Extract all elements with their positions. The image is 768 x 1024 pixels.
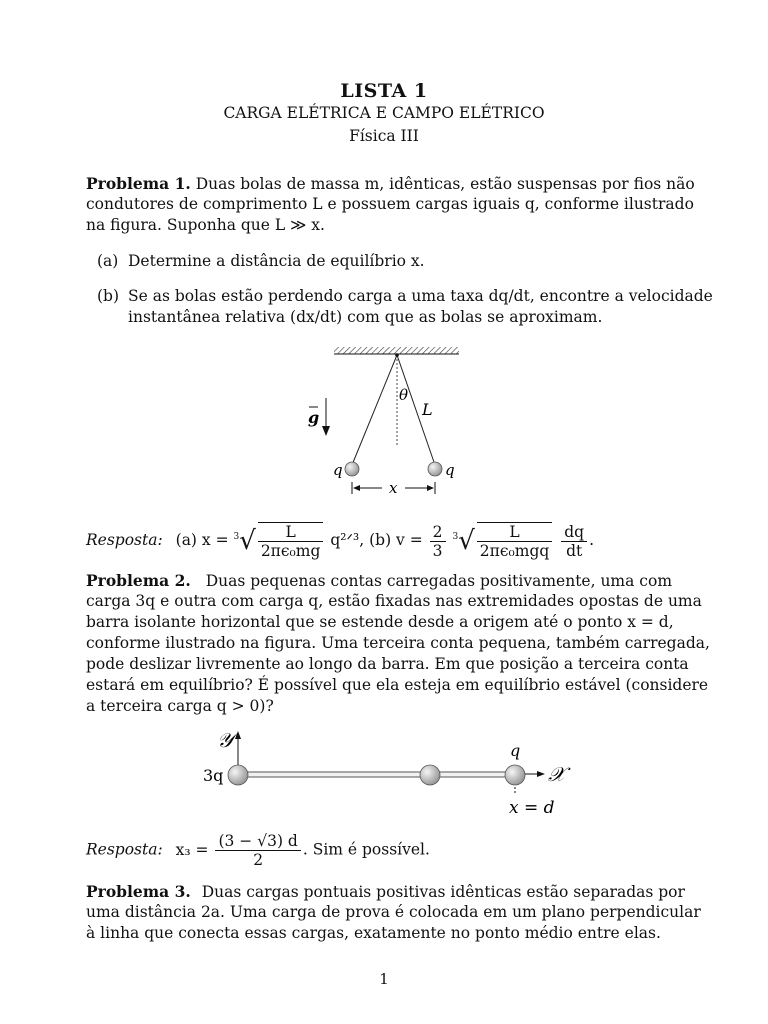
problem1-heading: Problema 1. bbox=[86, 174, 191, 193]
problem2-text-line7: a terceira carga q > 0)? bbox=[86, 697, 274, 715]
page-subtitle: CARGA ELÉTRICA E CAMPO ELÉTRICO bbox=[223, 104, 545, 122]
page-number: 1 bbox=[379, 970, 389, 988]
problem2-answer bbox=[86, 832, 430, 869]
problem2-line1 bbox=[86, 570, 672, 592]
problem2-text-line1: Duas pequenas contas carregadas positivamente, uma com bbox=[205, 572, 673, 590]
answer-tail: . Sim é possível. bbox=[302, 840, 430, 859]
left-charge-label: 3q bbox=[203, 766, 224, 785]
insulating-bar bbox=[238, 772, 515, 777]
problem1-item-a bbox=[0, 251, 768, 273]
theta-label: θ bbox=[399, 386, 409, 404]
answer-b-coef: $\frac{2}{3}$ bbox=[430, 523, 446, 560]
cube-root-b: $^3$√ $\frac{L}{\text{2πϵ₀mgq}}$ bbox=[452, 522, 554, 560]
length-label: L bbox=[422, 400, 433, 419]
answer-b-rate: $\frac{dq}{dt}$ bbox=[561, 523, 587, 560]
problem3-text-line2: uma distância 2a. Uma carga de prova é colocada em um plano perpendicular bbox=[86, 903, 701, 921]
pendulum-figure bbox=[300, 340, 480, 500]
item-text: instantânea relativa (dx/dt) com que as bolas se aproximam. bbox=[128, 308, 603, 326]
item-label: (b) bbox=[97, 287, 120, 305]
cube-root-a: $^3$√ $\frac{L}{\text{2πϵ₀mg}}$ bbox=[234, 522, 326, 560]
answer-a-label: (a) x = bbox=[175, 531, 229, 549]
item-text: Se as bolas estão perdendo carga a uma taxa dq/dt, encontre a velocidade bbox=[128, 287, 713, 305]
left-ball bbox=[345, 462, 359, 476]
right-ball bbox=[428, 462, 442, 476]
x-axis-label: 𝒳 bbox=[548, 762, 566, 786]
answer-denominator: 2 bbox=[253, 851, 264, 869]
right-charge-label: q bbox=[510, 741, 521, 760]
answer-b-denominator: 2πϵ₀mgq bbox=[479, 542, 550, 560]
distance-label: x bbox=[389, 479, 398, 497]
gravity-label: g bbox=[308, 408, 320, 427]
y-axis-label: 𝒴 bbox=[217, 728, 233, 752]
page-title: LISTA 1 bbox=[340, 80, 428, 102]
middle-bead bbox=[420, 765, 440, 785]
problem2-text-line5: pode deslizar livremente ao longo da barra. Em que posição a terceira conta bbox=[86, 655, 689, 673]
answer-a-denominator: 2πϵ₀mg bbox=[260, 542, 321, 560]
end-point-label: x = d bbox=[509, 798, 555, 818]
ceiling bbox=[334, 347, 459, 354]
problem2-text-line6: estará em equilíbrio? É possível que ela esteja em equilíbrio estável (considere bbox=[86, 676, 709, 694]
answer-b-label: (b) v = bbox=[369, 531, 423, 549]
left-charge-label: q bbox=[333, 461, 343, 479]
item-text: Determine a distância de equilíbrio x. bbox=[128, 252, 425, 270]
answer-b-numerator: L bbox=[477, 523, 553, 542]
bar-figure bbox=[195, 725, 575, 820]
problem1-item-b bbox=[0, 286, 768, 330]
problem2-text-line2: carga 3q e outra com carga q, estão fixadas nas extremidades opostas de uma bbox=[86, 592, 702, 610]
answer-prefix: Resposta: bbox=[86, 840, 163, 859]
problem2-text-line3: barra isolante horizontal que se estende desde a origem até o ponto x = d, bbox=[86, 613, 674, 631]
item-label: (a) bbox=[97, 252, 119, 270]
left-bead bbox=[228, 765, 248, 785]
answer-lhs: x₃ = bbox=[175, 840, 209, 859]
problem2-text-line4: conforme ilustrado na figura. Uma terceira conta pequena, também carregada, bbox=[86, 634, 710, 652]
problem3-text-line1: Duas cargas pontuais positivas idênticas estão separadas por bbox=[201, 883, 685, 901]
problem1-line1 bbox=[86, 173, 695, 195]
right-bead bbox=[505, 765, 525, 785]
problem1-text-line3: na figura. Suponha que L ≫ x. bbox=[86, 216, 325, 234]
problem1-text-line2: condutores de comprimento L e possuem cargas iguais q, conforme ilustrado bbox=[86, 195, 694, 213]
problem3-text-line3: à linha que conecta essas cargas, exatamente no ponto médio entre elas. bbox=[86, 924, 661, 942]
answer-a-numerator: L bbox=[258, 523, 324, 542]
right-charge-label: q bbox=[445, 461, 455, 479]
problem1-text-line1: Duas bolas de massa m, idênticas, estão suspensas por fios não bbox=[195, 175, 695, 193]
answer-fraction bbox=[215, 832, 300, 869]
problem1-answer: Resposta: (a) x = $^3$√ $\frac{L}{\text{2πϵ₀mg}}$ q²ᐟ³, (b) v = $\frac{2}{3}$ $^3$√ $\frac{L}{\text{2πϵ₀mgq}}$ $\frac{dq}{dt}$ . bbox=[86, 522, 595, 560]
problem2-heading: Problema 2. bbox=[86, 571, 191, 590]
problem3-line1 bbox=[86, 881, 685, 903]
course-name: Física III bbox=[349, 127, 419, 145]
left-string bbox=[352, 355, 397, 465]
answer-numerator: (3 − √3) d bbox=[215, 832, 300, 851]
problem3-heading: Problema 3. bbox=[86, 882, 191, 901]
answer-prefix: Resposta: bbox=[86, 531, 163, 549]
answer-a-tail: q²ᐟ³, bbox=[330, 531, 365, 549]
